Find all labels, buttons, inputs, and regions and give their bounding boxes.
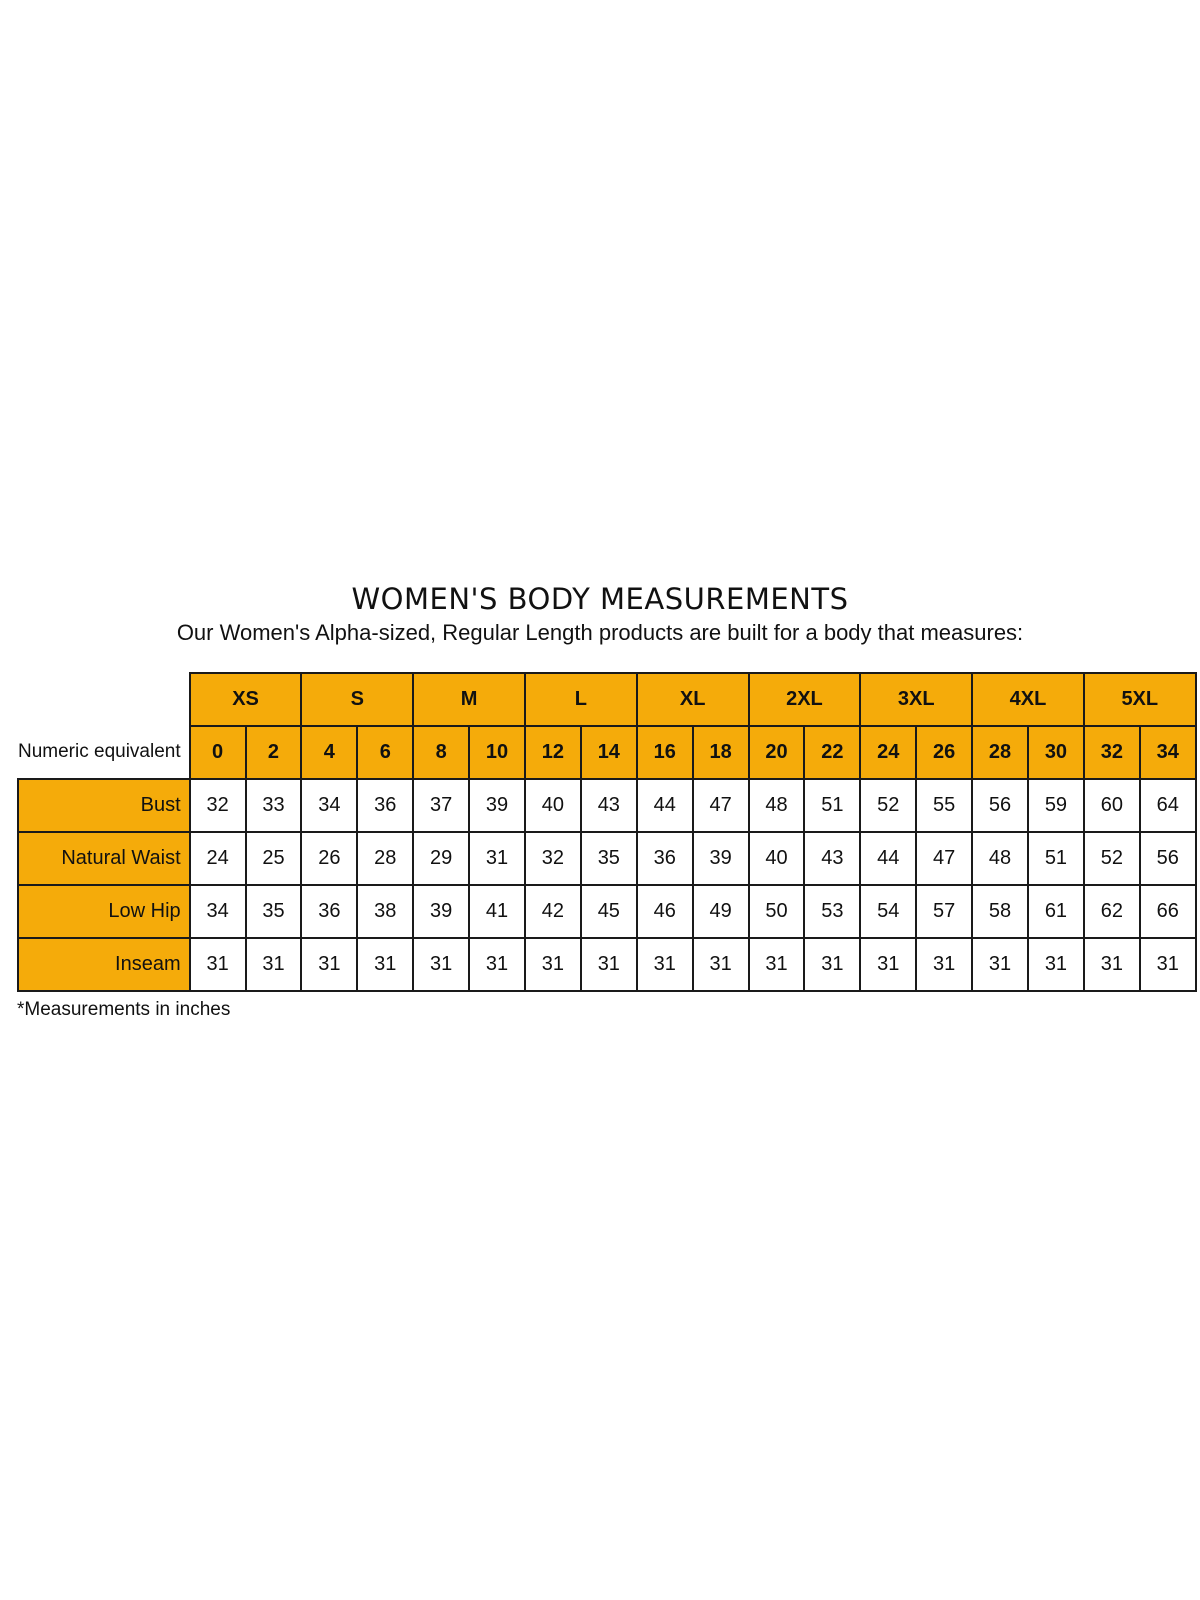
measurement-value: 31 [637,938,693,991]
numeric-size-header: 30 [1028,726,1084,779]
alpha-size-row [18,673,1196,726]
numeric-size-header: 32 [1084,726,1140,779]
measurement-value: 25 [246,832,302,885]
measurement-value: 64 [1140,779,1196,832]
measurement-value: 31 [246,938,302,991]
measurement-value: 47 [916,832,972,885]
measurement-value: 54 [860,885,916,938]
measurement-value: 31 [581,938,637,991]
alpha-size-header: XS [190,673,302,726]
measurement-value: 37 [413,779,469,832]
alpha-size-header: 2XL [749,673,861,726]
measurement-value: 59 [1028,779,1084,832]
measurement-value: 34 [301,779,357,832]
measurement-value: 31 [749,938,805,991]
measurement-value: 31 [916,938,972,991]
measurement-value: 42 [525,885,581,938]
measurement-value: 39 [413,885,469,938]
measurement-value: 55 [916,779,972,832]
measurement-value: 41 [469,885,525,938]
measurement-value: 36 [301,885,357,938]
measurement-value: 49 [693,885,749,938]
numeric-size-header: 26 [916,726,972,779]
measurement-value: 56 [972,779,1028,832]
measurement-value: 46 [637,885,693,938]
measurement-value: 31 [413,938,469,991]
measurement-value: 57 [916,885,972,938]
measurement-label: Inseam [18,938,190,991]
measurement-value: 31 [972,938,1028,991]
footnote: *Measurements in inches [17,999,231,1020]
numeric-size-row [18,726,1196,779]
measurement-value: 44 [860,832,916,885]
blank-corner-cell [18,673,190,726]
numeric-size-header: 0 [190,726,246,779]
measurement-value: 29 [413,832,469,885]
alpha-size-header: M [413,673,525,726]
numeric-size-header: 24 [860,726,916,779]
measurement-value: 44 [637,779,693,832]
page-subtitle: Our Women's Alpha-sized, Regular Length products are built for a body that measures: [176,620,1024,645]
page-title: WOMEN'S BODY MEASUREMENTS [351,582,849,616]
measurement-value: 48 [972,832,1028,885]
measurement-value: 61 [1028,885,1084,938]
measurement-value: 39 [469,779,525,832]
size-chart-table [17,672,1197,992]
measurement-value: 31 [301,938,357,991]
numeric-size-header: 20 [749,726,805,779]
numeric-size-header: 22 [804,726,860,779]
measurement-value: 53 [804,885,860,938]
alpha-size-header: 3XL [860,673,972,726]
measurement-value: 24 [190,832,246,885]
numeric-size-header: 4 [301,726,357,779]
measurement-row [18,885,1196,938]
measurement-value: 26 [301,832,357,885]
measurement-value: 48 [749,779,805,832]
measurement-value: 35 [246,885,302,938]
measurement-value: 31 [190,938,246,991]
measurement-label: Natural Waist [18,832,190,885]
measurement-value: 31 [1140,938,1196,991]
measurement-label: Bust [18,779,190,832]
measurement-row [18,832,1196,885]
measurement-value: 31 [469,938,525,991]
measurement-value: 43 [804,832,860,885]
alpha-size-header: S [301,673,413,726]
measurement-value: 40 [525,779,581,832]
measurement-value: 66 [1140,885,1196,938]
measurement-value: 31 [357,938,413,991]
measurement-value: 52 [860,779,916,832]
measurement-value: 56 [1140,832,1196,885]
measurement-value: 50 [749,885,805,938]
measurement-label: Low Hip [18,885,190,938]
measurement-value: 36 [637,832,693,885]
numeric-equivalent-label: Numeric equivalent [18,741,181,762]
measurement-value: 31 [1084,938,1140,991]
measurement-value: 51 [1028,832,1084,885]
measurement-value: 35 [581,832,637,885]
measurement-value: 39 [693,832,749,885]
measurement-value: 31 [525,938,581,991]
measurement-value: 31 [469,832,525,885]
measurement-value: 31 [1028,938,1084,991]
measurement-value: 34 [190,885,246,938]
measurement-value: 47 [693,779,749,832]
measurement-value: 45 [581,885,637,938]
measurement-value: 31 [860,938,916,991]
numeric-size-header: 6 [357,726,413,779]
numeric-size-header: 8 [413,726,469,779]
alpha-size-header: 4XL [972,673,1084,726]
measurement-value: 33 [246,779,302,832]
measurement-value: 52 [1084,832,1140,885]
measurement-value: 32 [190,779,246,832]
measurement-value: 36 [357,779,413,832]
alpha-size-header: XL [637,673,749,726]
measurement-value: 62 [1084,885,1140,938]
measurement-value: 32 [525,832,581,885]
numeric-size-header: 34 [1140,726,1196,779]
numeric-size-header: 14 [581,726,637,779]
measurement-value: 40 [749,832,805,885]
measurement-value: 31 [804,938,860,991]
measurement-value: 51 [804,779,860,832]
measurement-value: 43 [581,779,637,832]
measurement-row [18,938,1196,991]
numeric-size-header: 16 [637,726,693,779]
numeric-size-header: 12 [525,726,581,779]
measurement-value: 31 [693,938,749,991]
measurement-value: 58 [972,885,1028,938]
numeric-size-header: 10 [469,726,525,779]
measurement-value: 28 [357,832,413,885]
measurement-value: 38 [357,885,413,938]
measurement-value: 60 [1084,779,1140,832]
numeric-size-header: 18 [693,726,749,779]
alpha-size-header: 5XL [1084,673,1196,726]
numeric-size-header: 2 [246,726,302,779]
numeric-size-header: 28 [972,726,1028,779]
measurement-row [18,779,1196,832]
alpha-size-header: L [525,673,637,726]
